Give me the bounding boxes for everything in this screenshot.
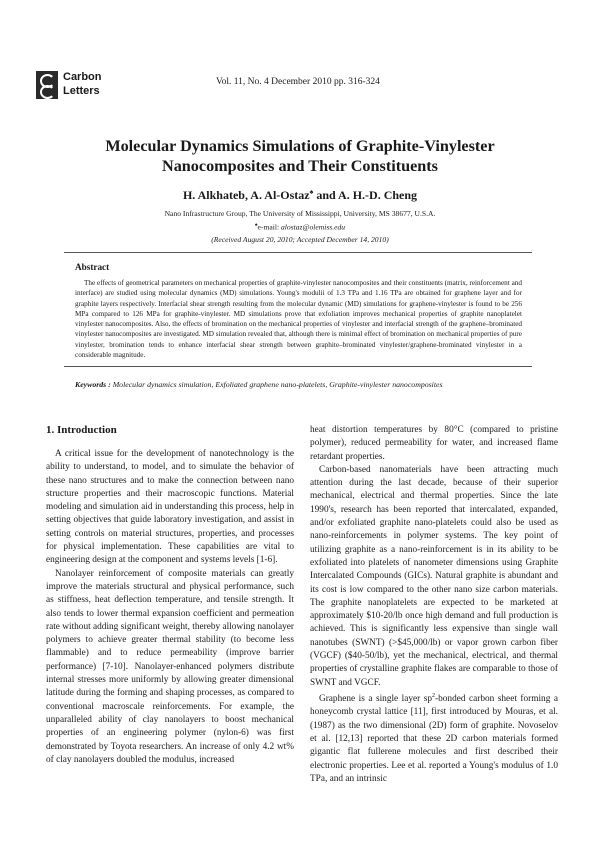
paper-title-line1: Molecular Dynamics Simulations of Graphite-Vinylester [105, 137, 495, 155]
journal-citation: Vol. 11, No. 4 December 2010 pp. 316-324 [216, 77, 380, 87]
graphene-text-a: Graphene is a single layer sp [319, 694, 433, 705]
intro-paragraph-4: Carbon-based nanomaterials have been attracting much attention during the last decade, because of their superior mechanical, electrical and thermal properties. Since the late 1990's, research has been reported that intercalated, expanded, and/or exfoliated graphite nano-platelets could also be used as nano-reinforcements in polymer systems. The key point of utilizing graphite as a nano-reinforcement is in its ability to be exfoliated into platelets of nanometer dimensions using Graphite Intercalated Compounds (GICs). Natural graphite is abundant and its cost is low compared to the other nano size carbon materials. The graphite nanoplatelets are expected to be marketed at approximately $10-20/lb once high demand and full production is achieved. This is significantly less expensive than single wall nanotubes (SWNT) (>$45,000/lb) or vapor grown carbon fiber (VGCF) ($40-50/lb), yet the mechanical, electrical, and thermal properties of crystalline graphite flakes are comparable to those of SWNT and VGCF. [310, 464, 558, 688]
intro-paragraph-2: Nanolayer reinforcement of composite materials can greatly improve the materials structural and physical performance, such as stiffness, heat deflection temperature, and tensile strength. It also tends to lower thermal expansion coefficient and permeation rate without adding significant weight, thereby allowing nanolayer polymers to achieve greater thermal stability (to become less flammable) and to reduce permeability (improve barrier performance) [7-10]. Nanolayer-enhanced polymers distribute internal stresses more uniformly by allowing greater dimensional latitude during the forming and shaping processes, as compared to conventional macroscale reinforcements. For example, the unparalleled ability of clay nanolayers to boost mechanical properties of an engineering polymer (nylon-6) was first demonstrated by Toyota researchers. An increase of only 4.2 wt% of clay nanolayers doubled the modulus, increased [46, 568, 294, 765]
graphene-text-b: -bonded carbon sheet forming a honeycomb crystal lattice [11], first introduced by Mouras, et al. (1987) as the two dimensional (2D) form of graphite. Novoselov et al. [12,13] reported that these 2D carbon materials formed gigantic flat fullerene molecules and first described their electronic properties. Lee et al. reported a Young's modulus of 1.0 TPa, and an intrinsic [310, 694, 558, 784]
authors-part2: and A. H.-D. Cheng [313, 188, 418, 202]
paper-title-line2: Nanocomposites and Their Constituents [162, 157, 438, 175]
keywords-label: Keywords : [75, 380, 113, 389]
corresponding-author-mark: ♠ [309, 188, 314, 196]
journal-logo-icon [36, 71, 58, 99]
email-address[interactable]: alostaz@olemiss.edu [280, 222, 346, 232]
keywords-line [75, 380, 442, 389]
right-column [310, 424, 558, 786]
journal-logo [36, 70, 126, 100]
journal-name [63, 70, 102, 98]
left-column [46, 448, 294, 767]
abstract-heading: Abstract [75, 262, 110, 272]
abstract-text: The effects of geometrical parameters on mechanical properties of graphite-vinylester nanocomposites and their constituents (matrix, reinforcement and interface) are studied using molecular dynamics (MD) simulations. Young's modulii of 1.3 TPa and 1.16 TPa are obtained for graphene layer and for graphite layers respectively. Interfacial shear strength resulting from the molecular dynamic (MD) simulations for graphene-vinylester is found to be 256 MPa compared to 126 MPa for graphite-vinylester. MD simulations prove that exfoliation improves mechanical properties of graphite nanoplatelet vinylester nanocomposites. Also, the effects of bromination on the mechanical properties of vinylester and interfacial strength of the graphene–brominated vinylester nanocomposites are investigated. MD simulation revealed that, although there is minimal effect of bromination on mechanical properties of pure vinylester, bromination tends to enhance interfacial shear strength between graphite–brominated vinylester/graphene-brominated vinylester in a considerable magnitude. [75, 279, 522, 360]
journal-name-line2: Letters [63, 85, 100, 97]
authors-part1: H. Alkhateb, A. Al-Ostaz [182, 188, 310, 202]
intro-paragraph-3-continued: heat distortion temperatures by 80°C (compared to pristine polymer), reduced permeability for water, and increased flame retardant properties. [310, 425, 558, 462]
abstract-box [64, 252, 532, 367]
intro-paragraph-5 [310, 690, 558, 786]
paper-title [0, 136, 600, 176]
keywords-text: Molecular dynamics simulation, Exfoliated graphene nano-platelets, Graphite-vinylester nanocomposites [112, 380, 443, 389]
affiliation-block [0, 208, 600, 246]
affiliation: Nano Infrastructure Group, The University of Mississippi, University, MS 38677, U.S.A. [164, 209, 436, 218]
journal-name-line1: Carbon [63, 71, 102, 83]
sp2-superscript: 2 [432, 692, 436, 699]
email-label: e-mail: [257, 222, 281, 232]
email-line [0, 220, 600, 234]
received-dates: (Received August 20, 2010; Accepted December 14, 2010) [211, 234, 389, 244]
paper-authors [0, 188, 600, 203]
intro-paragraph-1: A critical issue for the development of nanotechnology is the ability to understand, to model, and to simulate the behavior of these nano structures and to make the connection between nano structure properties and their macroscopic functions. Material modeling and simulation aid in understanding this process, help in setting objectives that guide laboratory investigation, and assist in setting controls on material structures, properties, and processes for physical implementation. These capabilities are vital to engineering design at the component and systems levels [1-6]. [46, 449, 294, 566]
section-heading-introduction: 1. Introduction [46, 424, 117, 436]
email-mark: ♠ [254, 223, 258, 228]
